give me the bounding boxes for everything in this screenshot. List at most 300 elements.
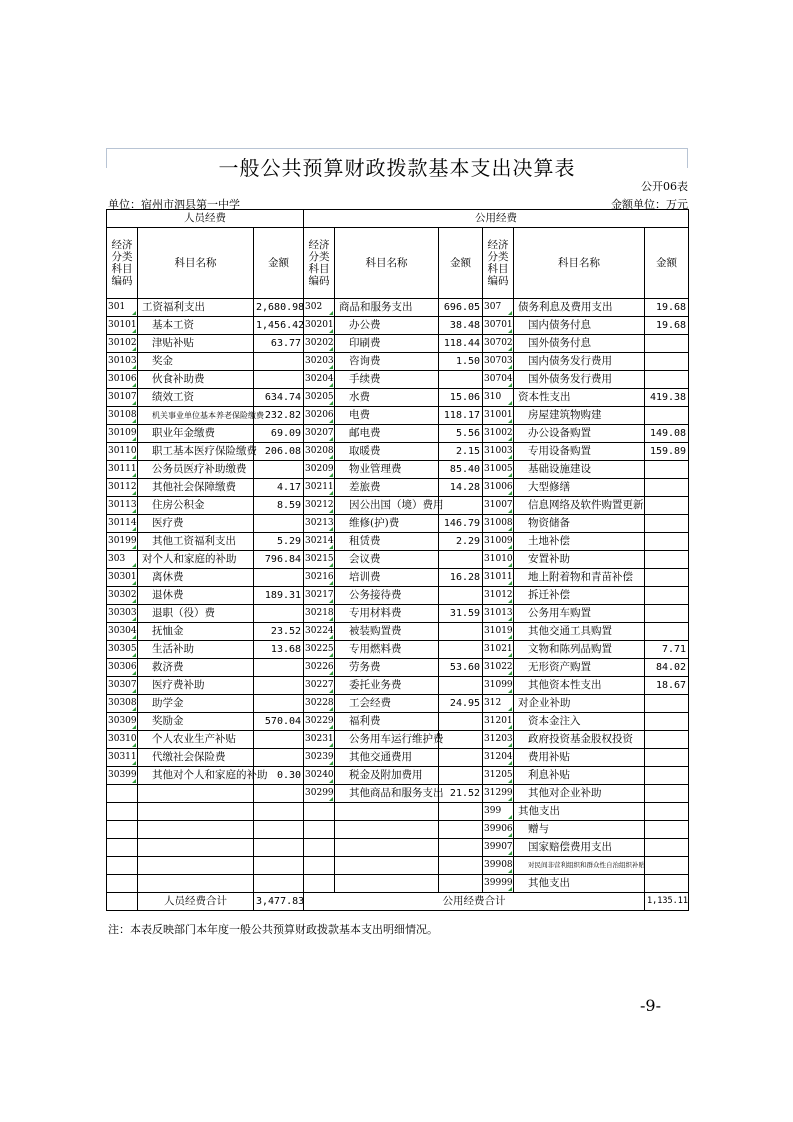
personnel-item-code: 30106 [107, 371, 138, 389]
capital-item-name: 政府投资基金股权投资 [514, 731, 645, 749]
personnel-item-name: 抚恤金 [138, 623, 254, 641]
public-item-amount: 14.28 [439, 479, 483, 497]
public-item-code [304, 875, 335, 893]
personnel-item-code: 30113 [107, 497, 138, 515]
personnel-item-name: 公务员医疗补助缴费 [138, 461, 254, 479]
capital-item-name: 债务利息及费用支出 [514, 299, 645, 317]
capital-item-name: 资本金注入 [514, 713, 645, 731]
personnel-item-name [138, 839, 254, 857]
capital-item-amount [645, 803, 689, 821]
capital-item-amount [645, 533, 689, 551]
capital-item-name: 国家赔偿费用支出 [514, 839, 645, 857]
personnel-item-name: 绩效工资 [138, 389, 254, 407]
table-row [107, 425, 689, 443]
table-row [107, 605, 689, 623]
column-header-name: 科目名称 [335, 228, 439, 299]
capital-item-code: 31010 [483, 551, 514, 569]
public-total-label: 公用经费合计 [304, 893, 645, 911]
public-item-code: 30229 [304, 713, 335, 731]
capital-item-amount: 19.68 [645, 299, 689, 317]
public-item-code: 30231 [304, 731, 335, 749]
capital-item-name: 国内债务发行费用 [514, 353, 645, 371]
capital-item-amount [645, 371, 689, 389]
form-number: 公开06表 [641, 180, 688, 193]
public-item-amount: 24.95 [439, 695, 483, 713]
public-item-name [335, 875, 439, 893]
capital-item-amount [645, 623, 689, 641]
public-item-name: 印刷费 [335, 335, 439, 353]
capital-item-amount [645, 407, 689, 425]
personnel-item-name: 奖金 [138, 353, 254, 371]
personnel-item-code: 30305 [107, 641, 138, 659]
personnel-item-amount: 4.17 [254, 479, 304, 497]
public-item-amount: 15.06 [439, 389, 483, 407]
public-item-amount [439, 641, 483, 659]
public-item-name [335, 839, 439, 857]
public-item-name: 因公出国（境）费用 [335, 497, 439, 515]
public-item-name: 培训费 [335, 569, 439, 587]
public-item-code: 30206 [304, 407, 335, 425]
capital-item-name: 国内债务付息 [514, 317, 645, 335]
capital-item-code: 31013 [483, 605, 514, 623]
table-row [107, 569, 689, 587]
personnel-item-amount: 634.74 [254, 389, 304, 407]
public-item-name: 福利费 [335, 713, 439, 731]
public-item-amount: 21.52 [439, 785, 483, 803]
capital-item-code: 31011 [483, 569, 514, 587]
personnel-item-name: 其他社会保障缴费 [138, 479, 254, 497]
personnel-item-name: 其他对个人和家庭的补助 [138, 767, 254, 785]
capital-item-name: 公务用车购置 [514, 605, 645, 623]
public-item-amount: 5.56 [439, 425, 483, 443]
capital-item-name: 地上附着物和青苗补偿 [514, 569, 645, 587]
table-row [107, 623, 689, 641]
capital-item-amount [645, 767, 689, 785]
capital-item-name: 土地补偿 [514, 533, 645, 551]
personnel-item-amount: 796.84 [254, 551, 304, 569]
public-item-name [335, 803, 439, 821]
table-row [107, 803, 689, 821]
public-item-amount: 53.60 [439, 659, 483, 677]
public-item-name: 租赁费 [335, 533, 439, 551]
personnel-item-amount [254, 731, 304, 749]
personnel-item-amount: 2,680.98 [254, 299, 304, 317]
personnel-item-amount [254, 839, 304, 857]
capital-item-code: 307 [483, 299, 514, 317]
capital-item-amount [645, 497, 689, 515]
public-item-name: 商品和服务支出 [335, 299, 439, 317]
personnel-item-name: 医疗费 [138, 515, 254, 533]
table-row [107, 641, 689, 659]
public-item-amount [439, 731, 483, 749]
table-row [107, 587, 689, 605]
personnel-item-code: 30310 [107, 731, 138, 749]
capital-item-code: 39907 [483, 839, 514, 857]
capital-item-name: 费用补贴 [514, 749, 645, 767]
personnel-item-amount: 232.82 [254, 407, 304, 425]
personnel-item-amount: 5.29 [254, 533, 304, 551]
public-item-amount [439, 677, 483, 695]
personnel-group-header: 人员经费 [107, 210, 304, 228]
public-item-name: 公务用车运行维护费 [335, 731, 439, 749]
capital-item-amount [645, 569, 689, 587]
capital-item-code: 30701 [483, 317, 514, 335]
personnel-item-name: 生活补助 [138, 641, 254, 659]
column-header-code: 经济分类科目编码 [107, 228, 138, 299]
public-item-amount: 146.79 [439, 515, 483, 533]
personnel-item-amount [254, 605, 304, 623]
capital-item-name: 其他对企业补助 [514, 785, 645, 803]
public-item-name: 被装购置费 [335, 623, 439, 641]
table-row [107, 551, 689, 569]
personnel-item-name: 职业年金缴费 [138, 425, 254, 443]
capital-item-name: 国外债务付息 [514, 335, 645, 353]
personnel-item-name: 伙食补助费 [138, 371, 254, 389]
public-item-name: 其他交通费用 [335, 749, 439, 767]
page-number: -9- [640, 996, 661, 1015]
capital-item-name: 基础设施建设 [514, 461, 645, 479]
capital-item-code: 31201 [483, 713, 514, 731]
capital-item-name: 其他资本性支出 [514, 677, 645, 695]
public-item-code [304, 857, 335, 875]
personnel-item-name: 基本工资 [138, 317, 254, 335]
capital-item-amount [645, 605, 689, 623]
capital-item-amount: 84.02 [645, 659, 689, 677]
personnel-item-name: 其他工资福利支出 [138, 533, 254, 551]
personnel-total-amount: 3,477.83 [254, 893, 304, 911]
public-item-amount: 85.40 [439, 461, 483, 479]
capital-item-name: 拆迁补偿 [514, 587, 645, 605]
personnel-item-code: 30103 [107, 353, 138, 371]
top-rule [106, 148, 688, 149]
table-row [107, 497, 689, 515]
capital-item-code: 31006 [483, 479, 514, 497]
personnel-item-amount [254, 821, 304, 839]
personnel-item-amount: 206.08 [254, 443, 304, 461]
public-item-name: 税金及附加费用 [335, 767, 439, 785]
public-item-name: 委托业务费 [335, 677, 439, 695]
capital-item-amount [645, 551, 689, 569]
capital-item-name: 利息补贴 [514, 767, 645, 785]
public-item-amount [439, 749, 483, 767]
public-item-code: 30226 [304, 659, 335, 677]
table-row [107, 407, 689, 425]
public-item-name: 电费 [335, 407, 439, 425]
personnel-item-name: 机关事业单位基本养老保险缴费 [138, 407, 254, 425]
table-row [107, 659, 689, 677]
public-item-code: 30218 [304, 605, 335, 623]
capital-item-name: 其他支出 [514, 803, 645, 821]
public-item-amount [439, 821, 483, 839]
personnel-item-amount [254, 803, 304, 821]
personnel-item-amount: 13.68 [254, 641, 304, 659]
personnel-item-name: 住房公积金 [138, 497, 254, 515]
public-item-amount: 16.28 [439, 569, 483, 587]
public-item-code: 30201 [304, 317, 335, 335]
personnel-item-amount: 23.52 [254, 623, 304, 641]
personnel-item-code: 30111 [107, 461, 138, 479]
personnel-item-amount: 69.09 [254, 425, 304, 443]
public-item-name: 工会经费 [335, 695, 439, 713]
personnel-item-amount [254, 461, 304, 479]
public-item-code: 30216 [304, 569, 335, 587]
column-header-name: 科目名称 [138, 228, 254, 299]
personnel-item-name: 代缴社会保险费 [138, 749, 254, 767]
public-item-code: 30215 [304, 551, 335, 569]
public-item-code [304, 839, 335, 857]
capital-item-amount: 149.08 [645, 425, 689, 443]
personnel-item-code: 30101 [107, 317, 138, 335]
public-item-name: 咨询费 [335, 353, 439, 371]
column-header-amount: 金额 [254, 228, 304, 299]
public-item-name: 专用燃料费 [335, 641, 439, 659]
personnel-item-code [107, 803, 138, 821]
table-body [107, 299, 689, 893]
public-item-amount [439, 839, 483, 857]
personnel-item-code: 30304 [107, 623, 138, 641]
personnel-item-name: 对个人和家庭的补助 [138, 551, 254, 569]
public-item-name: 差旅费 [335, 479, 439, 497]
public-item-amount: 1.50 [439, 353, 483, 371]
table-row [107, 335, 689, 353]
public-item-name: 劳务费 [335, 659, 439, 677]
personnel-item-code: 30308 [107, 695, 138, 713]
public-item-amount: 118.44 [439, 335, 483, 353]
capital-item-amount [645, 335, 689, 353]
capital-item-amount: 19.68 [645, 317, 689, 335]
public-item-code: 30224 [304, 623, 335, 641]
public-item-amount [439, 497, 483, 515]
personnel-item-amount [254, 875, 304, 893]
public-item-name: 维修(护)费 [335, 515, 439, 533]
capital-item-amount: 419.38 [645, 389, 689, 407]
capital-item-code: 31001 [483, 407, 514, 425]
public-item-code: 30212 [304, 497, 335, 515]
table-row [107, 461, 689, 479]
personnel-item-amount [254, 857, 304, 875]
personnel-item-code: 30301 [107, 569, 138, 587]
public-item-amount: 2.29 [439, 533, 483, 551]
capital-item-amount [645, 839, 689, 857]
personnel-item-amount: 189.31 [254, 587, 304, 605]
capital-item-code: 31003 [483, 443, 514, 461]
table-row [107, 353, 689, 371]
personnel-item-name [138, 875, 254, 893]
capital-item-amount [645, 515, 689, 533]
public-item-amount [439, 551, 483, 569]
public-item-code: 30240 [304, 767, 335, 785]
personnel-item-amount [254, 371, 304, 389]
public-item-name [335, 821, 439, 839]
personnel-item-code: 30114 [107, 515, 138, 533]
capital-item-code: 31005 [483, 461, 514, 479]
public-item-code: 30214 [304, 533, 335, 551]
public-item-code: 30207 [304, 425, 335, 443]
public-item-amount: 31.59 [439, 605, 483, 623]
reporting-unit: 单位：宿州市泗县第一中学 [108, 198, 240, 211]
capital-item-code: 30702 [483, 335, 514, 353]
public-item-code: 30204 [304, 371, 335, 389]
public-item-code: 30205 [304, 389, 335, 407]
capital-item-code: 31203 [483, 731, 514, 749]
capital-item-code: 399 [483, 803, 514, 821]
capital-item-name: 无形资产购置 [514, 659, 645, 677]
public-item-name: 公务接待费 [335, 587, 439, 605]
capital-item-amount [645, 749, 689, 767]
personnel-item-name: 工资福利支出 [138, 299, 254, 317]
capital-item-code: 312 [483, 695, 514, 713]
public-item-name: 手续费 [335, 371, 439, 389]
capital-item-name: 专用设备购置 [514, 443, 645, 461]
column-header-amount: 金额 [439, 228, 483, 299]
capital-item-amount [645, 857, 689, 875]
capital-item-code: 31007 [483, 497, 514, 515]
capital-item-amount [645, 587, 689, 605]
capital-item-amount [645, 785, 689, 803]
personnel-item-code: 30110 [107, 443, 138, 461]
personnel-item-code: 30302 [107, 587, 138, 605]
capital-item-code: 31002 [483, 425, 514, 443]
capital-item-name: 对民间非营利组织和群众性自治组织补贴 [514, 857, 645, 875]
public-item-code: 30208 [304, 443, 335, 461]
capital-item-amount [645, 875, 689, 893]
capital-item-name: 办公设备购置 [514, 425, 645, 443]
public-item-amount: 38.48 [439, 317, 483, 335]
table-row [107, 371, 689, 389]
personnel-item-amount [254, 659, 304, 677]
personnel-item-code [107, 821, 138, 839]
personnel-item-code [107, 785, 138, 803]
personnel-item-code: 303 [107, 551, 138, 569]
capital-item-code: 31204 [483, 749, 514, 767]
capital-item-code: 31205 [483, 767, 514, 785]
public-item-name: 办公费 [335, 317, 439, 335]
capital-item-code: 39908 [483, 857, 514, 875]
capital-item-code: 31019 [483, 623, 514, 641]
personnel-total-label: 人员经费合计 [138, 893, 254, 911]
public-item-code: 30299 [304, 785, 335, 803]
capital-item-code: 31099 [483, 677, 514, 695]
personnel-item-code: 30306 [107, 659, 138, 677]
personnel-item-code: 301 [107, 299, 138, 317]
capital-item-amount [645, 353, 689, 371]
capital-item-amount [645, 695, 689, 713]
totals-spacer [107, 893, 138, 911]
capital-item-name: 对企业补助 [514, 695, 645, 713]
table-row [107, 317, 689, 335]
capital-item-name: 物资储备 [514, 515, 645, 533]
personnel-item-code: 30307 [107, 677, 138, 695]
personnel-item-code: 30399 [107, 767, 138, 785]
public-item-code: 30228 [304, 695, 335, 713]
footnote: 注：本表反映部门本年度一般公共预算财政拨款基本支出明细情况。 [108, 923, 438, 936]
public-item-amount [439, 587, 483, 605]
capital-item-code: 31008 [483, 515, 514, 533]
capital-item-amount [645, 731, 689, 749]
public-item-code: 30211 [304, 479, 335, 497]
capital-item-code: 31021 [483, 641, 514, 659]
capital-item-amount: 7.71 [645, 641, 689, 659]
public-item-amount [439, 803, 483, 821]
table-row [107, 443, 689, 461]
public-item-amount [439, 713, 483, 731]
public-item-name: 物业管理费 [335, 461, 439, 479]
column-header-code: 经济分类科目编码 [483, 228, 514, 299]
amount-unit: 金额单位：万元 [611, 198, 688, 211]
personnel-item-code: 30311 [107, 749, 138, 767]
public-item-name: 会议费 [335, 551, 439, 569]
table-row [107, 839, 689, 857]
expenditure-table [106, 209, 689, 911]
personnel-item-name: 津贴补贴 [138, 335, 254, 353]
personnel-item-amount: 1,456.42 [254, 317, 304, 335]
public-item-name: 水费 [335, 389, 439, 407]
capital-item-name: 赠与 [514, 821, 645, 839]
personnel-item-code: 30303 [107, 605, 138, 623]
table-row [107, 767, 689, 785]
table-row [107, 533, 689, 551]
capital-item-amount: 159.89 [645, 443, 689, 461]
table-row [107, 731, 689, 749]
personnel-item-name: 退职（役）费 [138, 605, 254, 623]
public-item-amount [439, 875, 483, 893]
personnel-item-code [107, 857, 138, 875]
totals-row [107, 893, 689, 911]
table-row [107, 695, 689, 713]
column-header-name: 科目名称 [514, 228, 645, 299]
public-item-code: 30209 [304, 461, 335, 479]
capital-item-code: 31022 [483, 659, 514, 677]
table-row [107, 299, 689, 317]
public-group-header: 公用经费 [304, 210, 689, 228]
table-row [107, 479, 689, 497]
public-item-code [304, 821, 335, 839]
personnel-item-name: 职工基本医疗保险缴费 [138, 443, 254, 461]
table-row [107, 749, 689, 767]
capital-item-amount [645, 821, 689, 839]
personnel-item-amount [254, 569, 304, 587]
column-header-row [107, 228, 689, 299]
personnel-item-code: 30309 [107, 713, 138, 731]
capital-item-name: 房屋建筑物购建 [514, 407, 645, 425]
capital-item-code: 310 [483, 389, 514, 407]
capital-item-name: 其他支出 [514, 875, 645, 893]
personnel-item-amount [254, 695, 304, 713]
group-header-row [107, 210, 689, 228]
public-item-code: 30227 [304, 677, 335, 695]
personnel-item-name: 奖励金 [138, 713, 254, 731]
capital-item-code: 30704 [483, 371, 514, 389]
personnel-item-amount: 0.30 [254, 767, 304, 785]
personnel-item-name: 离休费 [138, 569, 254, 587]
personnel-item-amount: 570.04 [254, 713, 304, 731]
public-item-name [335, 857, 439, 875]
table-row [107, 821, 689, 839]
public-total-amount: 1,135.11 [645, 893, 689, 911]
personnel-item-name [138, 821, 254, 839]
public-item-code: 30217 [304, 587, 335, 605]
personnel-item-name [138, 803, 254, 821]
column-header-code: 经济分类科目编码 [304, 228, 335, 299]
personnel-item-amount [254, 515, 304, 533]
capital-item-code: 30703 [483, 353, 514, 371]
report-title: 一般公共预算财政拨款基本支出决算表 [218, 156, 576, 180]
public-item-amount: 118.17 [439, 407, 483, 425]
public-item-name: 其他商品和服务支出 [335, 785, 439, 803]
personnel-item-code: 30107 [107, 389, 138, 407]
personnel-item-code [107, 839, 138, 857]
personnel-item-code: 30108 [107, 407, 138, 425]
